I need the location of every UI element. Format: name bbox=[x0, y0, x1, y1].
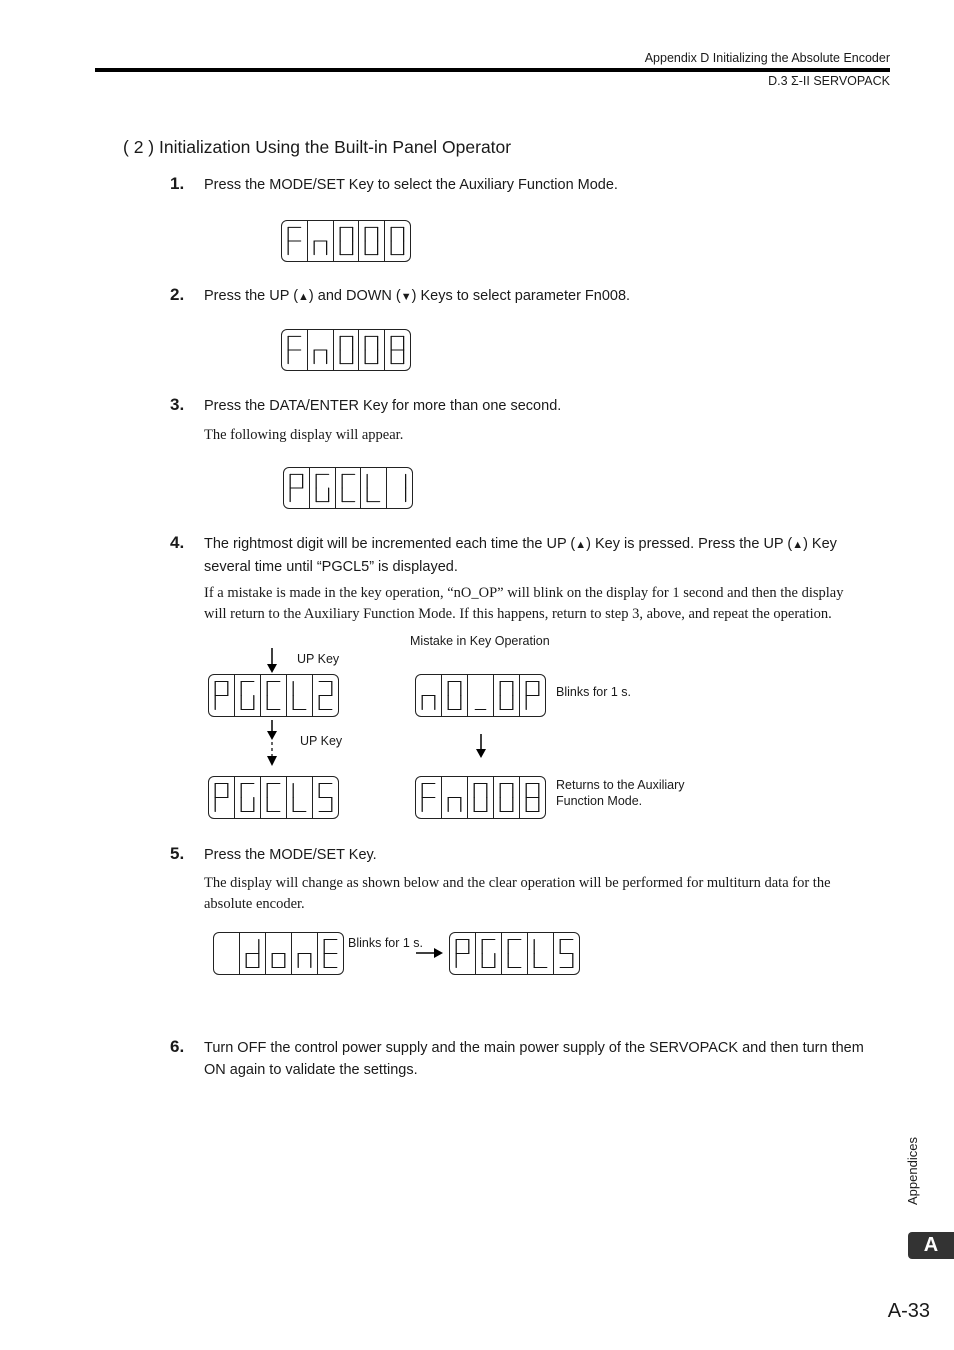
step-5-note-1: The display will change as shown below and the clear operation will be performed for multiturn data for the bbox=[204, 875, 831, 891]
up-key-label-1: UP Key bbox=[297, 652, 340, 666]
dashed-down-arrow-icon bbox=[262, 718, 282, 770]
step-5-note-2: absolute encoder. bbox=[204, 896, 305, 912]
lcd-digit bbox=[468, 777, 494, 818]
lcd-digit bbox=[284, 468, 310, 508]
lcd-digit bbox=[334, 221, 360, 261]
header-rule bbox=[95, 68, 890, 72]
lcd-digit bbox=[313, 777, 338, 818]
up-arrow-icon: ▲ bbox=[298, 291, 309, 303]
lcd-digit bbox=[287, 675, 313, 716]
step-1-text: Press the MODE/SET Key to select the Auxiliary Function Mode. bbox=[204, 177, 618, 193]
lcd-digit bbox=[235, 675, 261, 716]
display-fn008-return bbox=[415, 776, 546, 819]
step-6-number: 6. bbox=[170, 1037, 185, 1056]
step-1-number: 1. bbox=[170, 174, 185, 193]
lcd-digit bbox=[442, 777, 468, 818]
page-number: A-33 bbox=[887, 1300, 930, 1322]
display-pgcl1 bbox=[283, 467, 413, 509]
lcd-digit bbox=[282, 221, 308, 261]
lcd-digit bbox=[261, 675, 287, 716]
lcd-digit bbox=[334, 330, 360, 370]
display-pgcl5-final bbox=[449, 932, 580, 975]
lcd-digit bbox=[292, 933, 318, 974]
lcd-digit bbox=[261, 777, 287, 818]
lcd-digit bbox=[361, 468, 387, 508]
side-label: Appendices bbox=[905, 1137, 920, 1205]
step-4-text: The rightmost digit will be incremented each time the UP (▲) Key is pressed. Press the UP (▲) Key several time until “PGCL5” is displayed. bbox=[204, 536, 837, 575]
appendix-tab: A bbox=[908, 1232, 954, 1259]
lcd-digit bbox=[385, 221, 410, 261]
display-no-op bbox=[415, 674, 546, 717]
step-5-number: 5. bbox=[170, 844, 185, 863]
down-arrow-icon: ▼ bbox=[400, 291, 412, 303]
lcd-digit bbox=[287, 777, 313, 818]
up-key-label-2: UP Key bbox=[300, 734, 343, 748]
down-arrow-icon bbox=[471, 732, 491, 762]
step-2-number: 2. bbox=[170, 285, 185, 304]
up-arrow-icon: ▲ bbox=[792, 539, 804, 551]
lcd-digit bbox=[416, 777, 442, 818]
lcd-digit bbox=[209, 675, 235, 716]
display-fn000 bbox=[281, 220, 411, 262]
display-pgcl5 bbox=[208, 776, 339, 819]
lcd-digit bbox=[502, 933, 528, 974]
display-fn008 bbox=[281, 329, 411, 371]
header-section: D.3 Σ-II SERVOPACK bbox=[768, 74, 890, 88]
section-title: ( 2 ) Initialization Using the Built-in Panel Operator bbox=[123, 137, 512, 157]
step-3-number: 3. bbox=[170, 395, 185, 414]
lcd-digit bbox=[266, 933, 292, 974]
lcd-digit bbox=[214, 933, 240, 974]
lcd-digit bbox=[313, 675, 338, 716]
step-2-text: Press the UP (▲) and DOWN (▼) Keys to select parameter Fn008. bbox=[204, 288, 631, 304]
step-5-text: Press the MODE/SET Key. bbox=[204, 847, 377, 863]
lcd-digit bbox=[387, 468, 412, 508]
lcd-digit bbox=[240, 933, 266, 974]
step-6-text: Turn OFF the control power supply and the main power supply of the SERVOPACK and then turn them ON again to validate the settings. bbox=[204, 1040, 864, 1078]
lcd-digit bbox=[416, 675, 442, 716]
lcd-digit bbox=[282, 330, 308, 370]
lcd-digit bbox=[520, 777, 545, 818]
display-pgcl2 bbox=[208, 674, 339, 717]
step-4-note-2: will return to the Auxiliary Function Mode. If this happens, return to step 3, above, and repeat the operation. bbox=[204, 606, 832, 622]
lcd-digit bbox=[209, 777, 235, 818]
lcd-digit bbox=[318, 933, 343, 974]
up-arrow-icon: ▲ bbox=[575, 539, 587, 551]
lcd-digit bbox=[385, 330, 410, 370]
blinks-label-1: Blinks for 1 s. bbox=[556, 685, 632, 699]
lcd-digit bbox=[336, 468, 362, 508]
returns-label: Returns to the Auxiliary Function Mode. bbox=[556, 778, 685, 808]
lcd-digit bbox=[359, 221, 385, 261]
lcd-digit bbox=[494, 777, 520, 818]
lcd-digit bbox=[450, 933, 476, 974]
lcd-digit bbox=[520, 675, 545, 716]
display-done bbox=[213, 932, 344, 975]
down-arrow-icon bbox=[262, 646, 282, 676]
lcd-digit bbox=[476, 933, 502, 974]
blinks-label-2: Blinks for 1 s. bbox=[348, 936, 424, 950]
lcd-digit bbox=[310, 468, 336, 508]
lcd-digit bbox=[494, 675, 520, 716]
step-4-note-1: If a mistake is made in the key operation, “nO_OP” will blink on the display for 1 second and then the display bbox=[204, 585, 844, 601]
step-4-number: 4. bbox=[170, 533, 185, 552]
lcd-digit bbox=[235, 777, 261, 818]
lcd-digit bbox=[554, 933, 579, 974]
step-3-note: The following display will appear. bbox=[204, 427, 404, 443]
header-chapter: Appendix D Initializing the Absolute Encoder bbox=[644, 51, 890, 65]
lcd-digit bbox=[468, 675, 494, 716]
right-arrow-icon bbox=[414, 945, 446, 961]
lcd-digit bbox=[359, 330, 385, 370]
lcd-digit bbox=[308, 330, 334, 370]
lcd-digit bbox=[308, 221, 334, 261]
step-3-text: Press the DATA/ENTER Key for more than one second. bbox=[204, 398, 562, 414]
mistake-label: Mistake in Key Operation bbox=[410, 634, 550, 648]
lcd-digit bbox=[442, 675, 468, 716]
lcd-digit bbox=[528, 933, 554, 974]
